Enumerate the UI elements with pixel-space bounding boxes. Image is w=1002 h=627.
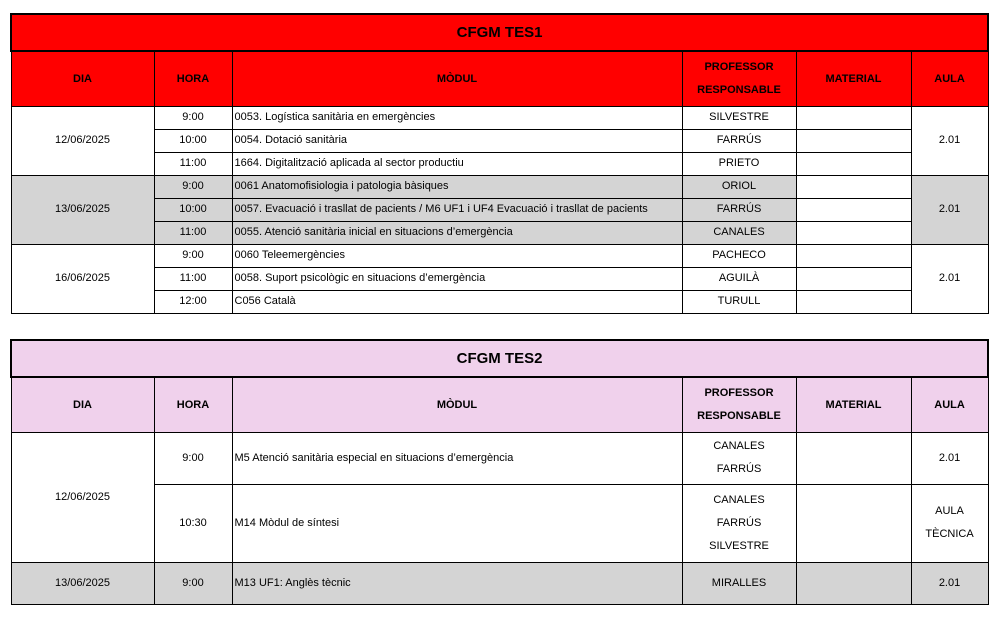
row-professor: TURULL	[682, 290, 796, 313]
row-modul: 0055. Atenció sanitària inicial en situacions d’emergència	[232, 221, 682, 244]
table-row	[11, 244, 988, 267]
day-aula: 2.01	[911, 244, 988, 313]
day-date: 13/06/2025	[11, 175, 154, 244]
row-professor: FARRÚS	[682, 198, 796, 221]
row-professor: MIRALLES	[682, 562, 796, 604]
table-row	[11, 152, 988, 175]
day-aula: 2.01	[911, 175, 988, 244]
table-row	[11, 106, 988, 129]
day-aula: 2.01	[911, 106, 988, 175]
row-material	[796, 484, 911, 562]
row-hora: 9:00	[154, 432, 232, 484]
header-professor: PROFESSOR RESPONSABLE	[682, 377, 796, 432]
row-modul: 1664. Digitalització aplicada al sector productiu	[232, 152, 682, 175]
row-modul: 0054. Dotació sanitària	[232, 129, 682, 152]
row-modul: M13 UF1: Anglès tècnic	[232, 562, 682, 604]
day-date: 12/06/2025	[11, 106, 154, 175]
row-professor: PACHECO	[682, 244, 796, 267]
row-hora: 12:00	[154, 290, 232, 313]
row-professor: ORIOL	[682, 175, 796, 198]
row-modul: 0058. Suport psicològic en situacions d’emergència	[232, 267, 682, 290]
row-material	[796, 432, 911, 484]
row-modul: C056 Català	[232, 290, 682, 313]
row-modul: M5 Atenció sanitària especial en situacions d’emergència	[232, 432, 682, 484]
header-hora: HORA	[154, 377, 232, 432]
day-date: 13/06/2025	[11, 562, 154, 604]
table-row	[11, 484, 988, 562]
row-material	[796, 562, 911, 604]
row-hora: 10:00	[154, 129, 232, 152]
row-hora: 10:30	[154, 484, 232, 562]
row-professor: CANALES FARRÚS SILVESTRE	[682, 484, 796, 562]
row-material	[796, 221, 911, 244]
row-material	[796, 106, 911, 129]
row-hora: 10:00	[154, 198, 232, 221]
schedule-table-tes2	[10, 339, 989, 605]
row-professor: PRIETO	[682, 152, 796, 175]
header-hora: HORA	[154, 51, 232, 106]
row-hora: 9:00	[154, 244, 232, 267]
row-modul: M14 Mòdul de síntesi	[232, 484, 682, 562]
header-material: MATERIAL	[796, 377, 911, 432]
row-hora: 11:00	[154, 267, 232, 290]
row-hora: 11:00	[154, 152, 232, 175]
table-row	[11, 175, 988, 198]
row-material	[796, 152, 911, 175]
table-row	[11, 290, 988, 313]
row-modul: 0053. Logística sanitària en emergències	[232, 106, 682, 129]
row-modul: 0060 Teleemergències	[232, 244, 682, 267]
row-professor: AGUILÀ	[682, 267, 796, 290]
header-professor: PROFESSOR RESPONSABLE	[682, 51, 796, 106]
row-material	[796, 290, 911, 313]
schedule-table-tes1	[10, 13, 989, 314]
row-professor: FARRÚS	[682, 129, 796, 152]
row-modul: 0061 Anatomofisiologia i patologia bàsiques	[232, 175, 682, 198]
header-material: MATERIAL	[796, 51, 911, 106]
header-aula: AULA	[911, 377, 988, 432]
row-aula: AULA TÈCNICA	[911, 484, 988, 562]
row-professor: CANALES FARRÚS	[682, 432, 796, 484]
row-hora: 9:00	[154, 106, 232, 129]
day-date: 12/06/2025	[11, 432, 154, 562]
row-material	[796, 175, 911, 198]
row-material	[796, 267, 911, 290]
table-title: CFGM TES2	[11, 340, 988, 377]
row-aula: 2.01	[911, 432, 988, 484]
table-row	[11, 267, 988, 290]
row-hora: 9:00	[154, 175, 232, 198]
row-material	[796, 129, 911, 152]
row-hora: 9:00	[154, 562, 232, 604]
header-aula: AULA	[911, 51, 988, 106]
header-modul: MÒDUL	[232, 51, 682, 106]
header-dia: DIA	[11, 377, 154, 432]
row-professor: SILVESTRE	[682, 106, 796, 129]
header-dia: DIA	[11, 51, 154, 106]
table-row	[11, 129, 988, 152]
row-professor: CANALES	[682, 221, 796, 244]
row-modul: 0057. Evacuació i trasllat de pacients / M6 UF1 i UF4 Evacuació i trasllat de pacients	[232, 198, 682, 221]
table-row	[11, 221, 988, 244]
row-material	[796, 244, 911, 267]
row-material	[796, 198, 911, 221]
table-row	[11, 432, 988, 484]
header-modul: MÒDUL	[232, 377, 682, 432]
day-date: 16/06/2025	[11, 244, 154, 313]
table-row	[11, 198, 988, 221]
table-title: CFGM TES1	[11, 14, 988, 51]
row-aula: 2.01	[911, 562, 988, 604]
table-row	[11, 562, 988, 604]
row-hora: 11:00	[154, 221, 232, 244]
